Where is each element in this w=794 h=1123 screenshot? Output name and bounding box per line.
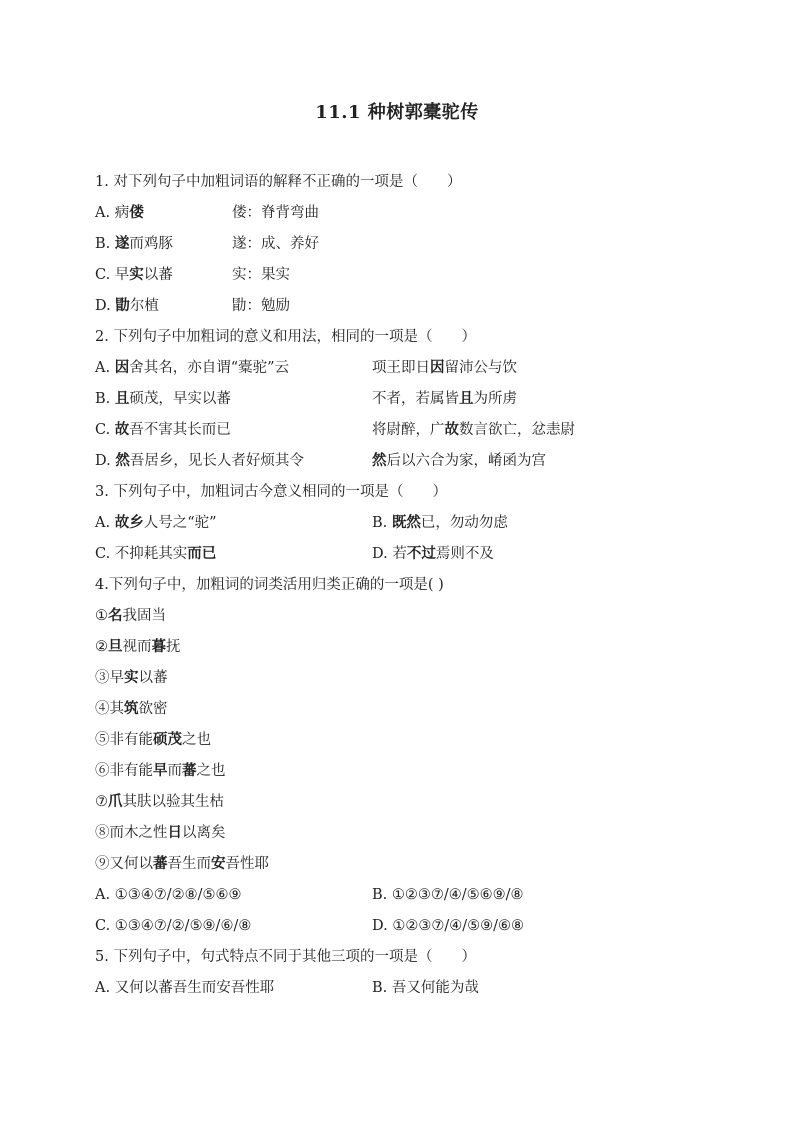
q2-option-c-left: C. 故吾不害其长而已 (95, 421, 231, 438)
q2-stem: 2. 下列句子中加粗词的意义和用法，相同的一项是（ ） (95, 329, 476, 345)
q1-option-a: A. 病偻 (95, 204, 144, 221)
q4-item-7: ⑦爪其肤以验其生枯 (95, 793, 224, 810)
q4-stem: 4.下列句子中，加粗词的词类活用归类正确的一项是( ) (95, 577, 444, 593)
q5-option-a: A. 又何以蕃吾生而安吾性耶 (95, 980, 275, 996)
q4-item-5: ⑤非有能硕茂之也 (95, 731, 211, 748)
q4-item-3: ③早实以蕃 (95, 669, 168, 686)
q1-option-c: C. 早实以蕃 (95, 266, 173, 283)
q2-option-b-right: 不者，若属皆且为所虏 (372, 390, 517, 407)
q4-item-1: ①名我固当 (95, 607, 166, 624)
q4-choice-d: D. ①②③⑦/④/⑤⑨/⑥⑧ (372, 918, 524, 934)
q3-option-d: D. 若不过焉则不及 (372, 545, 494, 562)
q4-item-6: ⑥非有能早而蕃之也 (95, 762, 226, 779)
q4-item-8: ⑧而木之性日以离矣 (95, 824, 226, 841)
q4-choice-a: A. ①③④⑦/②⑧/⑤⑥⑨ (95, 887, 242, 903)
q4-choice-b: B. ①②③⑦/④/⑤⑥⑨/⑧ (372, 887, 524, 903)
q1-option-d: D. 勖尔植 (95, 297, 159, 314)
q3-option-b: B. 既然已，勿动勿虑 (372, 514, 508, 531)
q3-option-c: C. 不抑耗其实而已 (95, 545, 217, 562)
q1-stem: 1. 对下列句子中加粗词语的解释不正确的一项是（ ） (95, 174, 462, 190)
q4-choice-c: C. ①③④⑦/②/⑤⑨/⑥/⑧ (95, 918, 252, 934)
q4-item-2: ②旦视而暮抚 (95, 638, 181, 655)
q1-option-b-explain: 遂：成、养好 (232, 236, 319, 252)
q1-option-b: B. 遂而鸡豚 (95, 235, 173, 252)
q4-item-4: ④其筑欲密 (95, 700, 168, 717)
q1-option-d-explain: 勖：勉励 (232, 298, 290, 314)
q4-item-9: ⑨又何以蕃吾生而安吾性耶 (95, 855, 269, 872)
q3-stem: 3. 下列句子中，加粗词古今意义相同的一项是（ ） (95, 484, 447, 500)
page-title: 11.1 种树郭橐驼传 (315, 102, 479, 123)
q5-stem: 5. 下列句子中，句式特点不同于其他三项的一项是（ ） (95, 949, 476, 965)
q5-option-b: B. 吾又何能为哉 (372, 980, 479, 996)
q1-option-a-explain: 偻：脊背弯曲 (232, 205, 319, 221)
q2-option-b-left: B. 且硕茂，早实以蕃 (95, 390, 231, 407)
q2-option-a-right: 项王即日因留沛公与饮 (372, 359, 517, 376)
q2-option-d-right: 然后以六合为家，崤函为宫 (372, 452, 546, 469)
q1-option-c-explain: 实：果实 (232, 267, 290, 283)
q2-option-d-left: D. 然吾居乡，见长人者好烦其令 (95, 452, 304, 469)
q2-option-a-left: A. 因舍其名，亦自谓“橐驼”云 (95, 359, 290, 376)
q3-option-a: A. 故乡人号之“驼” (95, 514, 217, 531)
q2-option-c-right: 将尉醉，广故数言欲亡，忿恚尉 (372, 421, 575, 438)
